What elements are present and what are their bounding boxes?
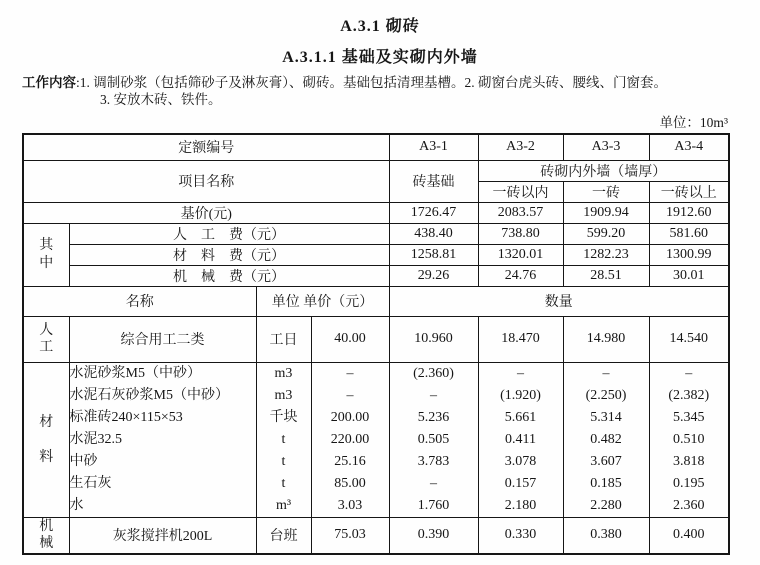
quota-code-a3-2: A3-2 xyxy=(478,134,563,160)
subsection-title: A.3.1.1 基础及实砌内外墙 xyxy=(282,49,478,66)
labor-fee-label: 人 工 费（元） xyxy=(69,223,389,244)
base-price-value: 1726.47 xyxy=(389,202,478,223)
labor-unit-price: 40.00 xyxy=(311,316,389,362)
base-price-value: 2083.57 xyxy=(478,202,563,223)
material-qty: (1.920) xyxy=(500,387,541,403)
material-qty: 3.607 xyxy=(590,453,622,469)
materials-category-label: 材料 xyxy=(23,362,69,517)
material-qty: 5.236 xyxy=(417,409,450,425)
quota-code-label: 定额编号 xyxy=(23,134,389,160)
material-qty: 5.661 xyxy=(504,409,537,425)
base-price-value: 1912.60 xyxy=(649,202,729,223)
material-unit: m3 xyxy=(274,387,293,403)
material-fee-row xyxy=(23,244,729,265)
material-qty-col-a3-3 xyxy=(563,362,649,517)
section-title: A.3.1 砌砖 xyxy=(340,18,420,35)
labor-row xyxy=(23,316,729,362)
material-qty: (2.382) xyxy=(668,387,710,403)
labor-fee-value: 438.40 xyxy=(389,223,478,244)
labor-fee-value: 599.20 xyxy=(563,223,649,244)
material-name: 标准砖240×115×53 xyxy=(69,409,183,425)
labor-fee-value: 738.80 xyxy=(478,223,563,244)
material-qty: 0.510 xyxy=(673,431,705,447)
work-content-label: 工作内容 xyxy=(22,75,76,90)
material-unit-price: 220.00 xyxy=(330,431,370,447)
labor-fee-row xyxy=(23,223,729,244)
material-qty: 2.180 xyxy=(504,497,537,513)
material-name: 水泥砂浆M5（中砂） xyxy=(69,365,201,381)
machine-row xyxy=(23,517,729,554)
material-unit-prices xyxy=(311,362,389,517)
material-unit: t xyxy=(281,475,286,491)
quota-code-a3-3: A3-3 xyxy=(563,134,649,160)
material-units xyxy=(256,362,311,517)
material-fee-label: 材 料 费（元） xyxy=(69,244,389,265)
material-qty: 3.078 xyxy=(504,453,537,469)
quota-code-a3-1: A3-1 xyxy=(389,134,478,160)
material-unit-price: – xyxy=(346,365,354,381)
material-name: 水泥石灰砂浆M5（中砂） xyxy=(69,387,229,403)
project-name-row xyxy=(23,160,729,181)
labor-unit: 工日 xyxy=(256,316,311,362)
labor-qty: 14.980 xyxy=(563,316,649,362)
material-unit-price: 85.00 xyxy=(334,475,366,491)
material-qty-col-a3-1 xyxy=(389,362,478,517)
material-unit: m3 xyxy=(274,365,293,381)
machine-fee-row xyxy=(23,265,729,286)
material-qty: 3.818 xyxy=(673,453,705,469)
material-qty: 5.314 xyxy=(590,409,622,425)
material-unit-price: 3.03 xyxy=(337,497,363,513)
base-price-label: 基价(元) xyxy=(23,202,389,223)
material-unit: t xyxy=(281,453,286,469)
material-qty: – xyxy=(602,365,610,381)
labor-fee-value: 581.60 xyxy=(649,223,729,244)
quota-code-a3-4: A3-4 xyxy=(649,134,729,160)
quota-code-row xyxy=(23,134,729,160)
labor-category-label: 人工 xyxy=(23,316,69,362)
header-quantity: 数量 xyxy=(389,286,729,316)
material-qty: – xyxy=(685,365,693,381)
machine-fee-value: 24.76 xyxy=(478,265,563,286)
machine-fee-value: 30.01 xyxy=(649,265,729,286)
material-unit: t xyxy=(281,431,286,447)
material-qty: 3.783 xyxy=(417,453,450,469)
labor-qty: 14.540 xyxy=(649,316,729,362)
material-qty: 5.345 xyxy=(673,409,705,425)
header-unit-price: 单位 单价（元） xyxy=(256,286,389,316)
base-price-row xyxy=(23,202,729,223)
material-qty: 0.505 xyxy=(417,431,450,447)
wall-thickness-one: 一砖 xyxy=(563,181,649,202)
material-fee-value: 1300.99 xyxy=(649,244,729,265)
material-qty-col-a3-2 xyxy=(478,362,563,517)
column-header-row xyxy=(23,286,729,316)
material-unit: 千块 xyxy=(269,409,298,425)
material-qty: (2.360) xyxy=(413,365,454,381)
machine-qty: 0.380 xyxy=(563,517,649,554)
material-qty: (2.250) xyxy=(585,387,627,403)
material-qty: – xyxy=(430,387,437,403)
machine-unit: 台班 xyxy=(256,517,311,554)
labor-name: 综合用工二类 xyxy=(69,316,256,362)
machine-unit-price: 75.03 xyxy=(311,517,389,554)
material-name: 水 xyxy=(69,497,84,513)
labor-qty: 18.470 xyxy=(478,316,563,362)
material-qty: 2.360 xyxy=(673,497,705,513)
machine-fee-value: 28.51 xyxy=(563,265,649,286)
material-fee-value: 1258.81 xyxy=(389,244,478,265)
base-price-value: 1909.94 xyxy=(563,202,649,223)
wall-thickness-within-one: 一砖以内 xyxy=(478,181,563,202)
material-qty: 0.185 xyxy=(590,475,622,491)
material-unit: m³ xyxy=(275,497,292,513)
material-qty: 0.482 xyxy=(590,431,622,447)
machine-category-label: 机械 xyxy=(23,517,69,554)
machine-name: 灰浆搅拌机200L xyxy=(69,517,256,554)
material-unit-price: 25.16 xyxy=(334,453,366,469)
material-fee-value: 1282.23 xyxy=(563,244,649,265)
material-qty-col-a3-4 xyxy=(649,362,729,517)
project-name-label: 项目名称 xyxy=(23,160,389,202)
quota-table xyxy=(22,133,730,555)
material-names xyxy=(69,362,256,517)
work-content-line1: :1. 调制砂浆（包括筛砂子及淋灰膏）、砌砖。基础包括清理基槽。2. 砌窗台虎头砖、腰线、门窗套。 xyxy=(76,75,667,90)
material-qty: – xyxy=(430,475,437,491)
materials-row xyxy=(23,362,729,517)
material-qty: 2.280 xyxy=(590,497,622,513)
machine-qty: 0.400 xyxy=(649,517,729,554)
material-qty: 0.195 xyxy=(673,475,705,491)
material-qty: 0.411 xyxy=(505,431,536,447)
material-unit-price: 200.00 xyxy=(330,409,370,425)
material-qty: – xyxy=(517,365,524,381)
machine-fee-value: 29.26 xyxy=(389,265,478,286)
material-fee-value: 1320.01 xyxy=(478,244,563,265)
work-content-line2: 3. 安放木砖、铁件。 xyxy=(100,92,222,107)
material-qty: 0.157 xyxy=(504,475,537,491)
project-wall-group: 砖砌内外墙（墙厚） xyxy=(478,160,729,181)
material-name: 水泥32.5 xyxy=(69,431,122,447)
project-brick-foundation: 砖基础 xyxy=(389,160,478,202)
machine-fee-label: 机 械 费（元） xyxy=(69,265,389,286)
wall-thickness-above-one: 一砖以上 xyxy=(649,181,729,202)
header-name: 名称 xyxy=(23,286,256,316)
unit-note: 单位：10m³ xyxy=(659,115,728,130)
machine-qty: 0.390 xyxy=(389,517,478,554)
machine-qty: 0.330 xyxy=(478,517,563,554)
material-name: 生石灰 xyxy=(69,475,112,491)
among-label: 其中 xyxy=(23,223,69,286)
material-qty: 1.760 xyxy=(417,497,450,513)
material-unit-price: – xyxy=(346,387,354,403)
material-name: 中砂 xyxy=(69,453,98,469)
labor-qty: 10.960 xyxy=(389,316,478,362)
work-content xyxy=(22,74,742,108)
